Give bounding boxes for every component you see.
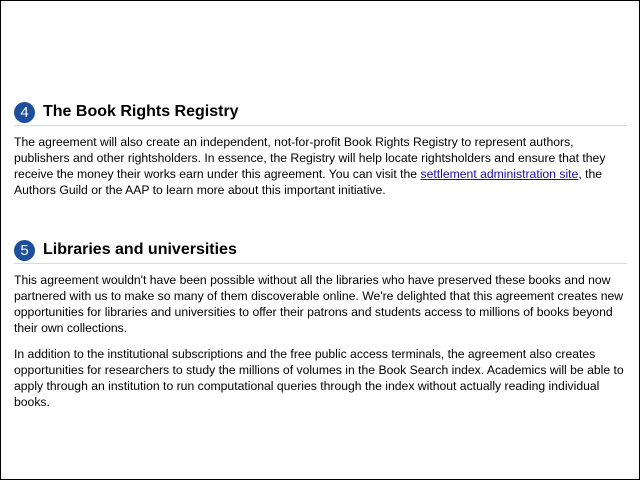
section-header [14, 237, 627, 264]
section-title: Libraries and universities [43, 241, 237, 258]
paragraph-text: , the Authors Guild or the AAP to learn more about this important initiative. [14, 167, 603, 197]
section-paragraph: This agreement wouldn't have been possible without all the libraries who have preserved these books and now partnered with us to make so many of them discoverable online. We're delighted that this agreement creates new opportunities for libraries and universities to offer their patrons and students access to millions of books beyond their own collections. [14, 273, 624, 335]
settlement-administration-link[interactable]: settlement administration site [420, 167, 579, 181]
section-header [14, 99, 627, 126]
section-book-rights-registry [14, 99, 627, 198]
section-paragraph: In addition to the institutional subscriptions and the free public access terminals, the agreement also creates opportunities for researchers to study the millions of volumes in the Book Search index. Academics will be able to apply through an institution to run computational queries through the index without actually reading individual books. [14, 347, 624, 409]
section-paragraph [14, 134, 627, 198]
section-title: The Book Rights Registry [43, 103, 239, 120]
number-badge-icon: 4 [14, 102, 35, 123]
paragraph-text: The agreement will also create an independent, not-for-profit Book Rights Registry to represent authors, publishers and other rightsholders. In essence, the Registry will help locate rightsholders and ensure that they receive the money their works earn under this agreement. You can visit the [14, 135, 606, 181]
section-libraries-universities [14, 237, 627, 410]
number-badge-icon: 5 [14, 240, 35, 261]
